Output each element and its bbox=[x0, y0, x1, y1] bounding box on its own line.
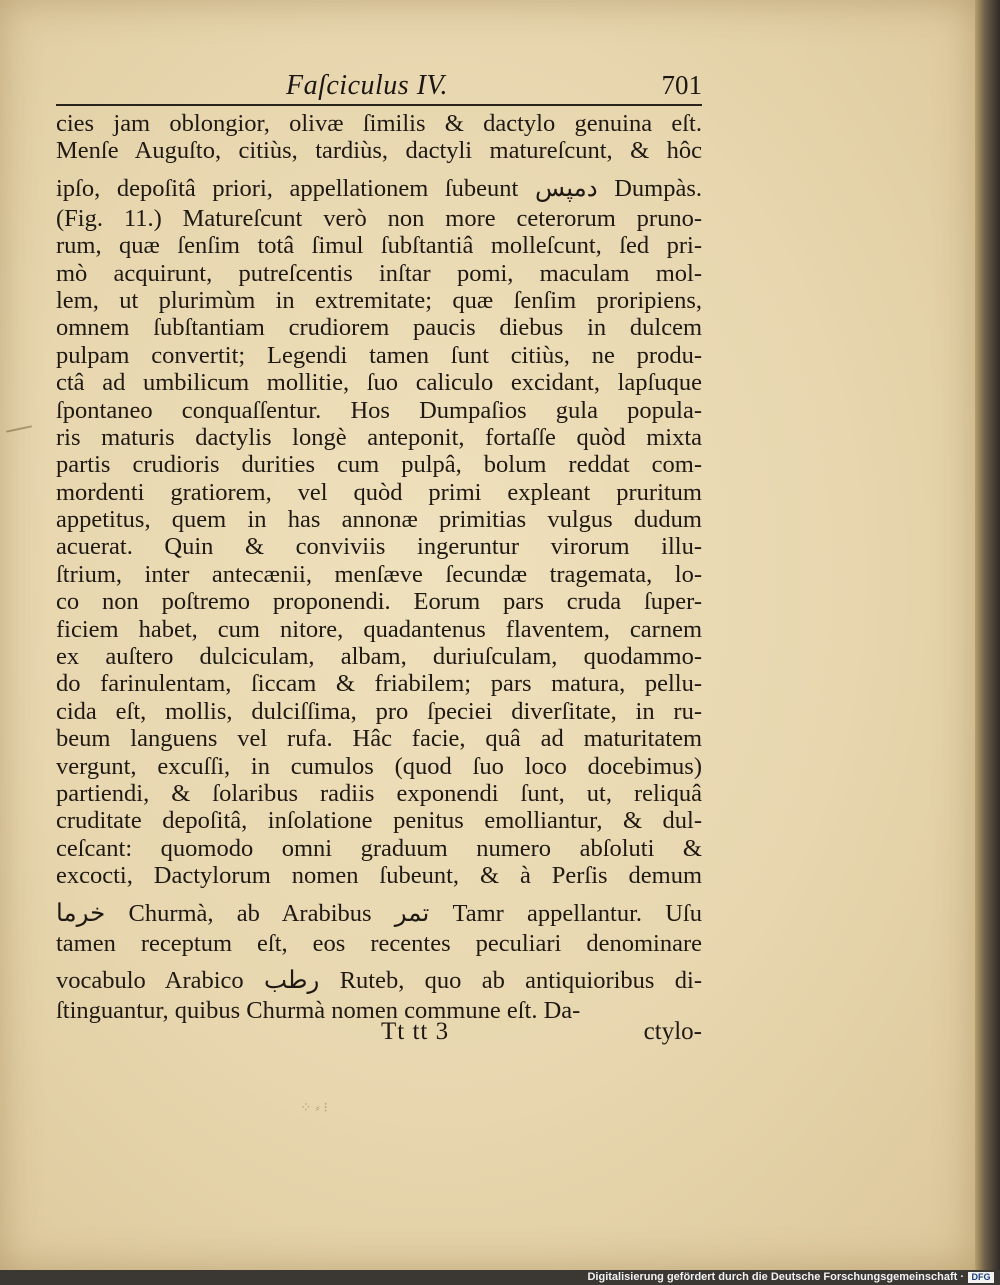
text-line-15: appetitus, quem in has annonæ primitias vulgus dudum bbox=[56, 506, 702, 534]
page-number: 701 bbox=[661, 70, 702, 100]
page-footer bbox=[56, 1018, 702, 1048]
text-line-1: cies jam oblongior, olivæ ſimilis & dactylo genuina eſt. bbox=[56, 110, 702, 137]
text-line-30: tamen receptum eſt, eos recentes peculiari denominare bbox=[56, 929, 702, 957]
signature-mark: Tt tt 3 bbox=[381, 1018, 450, 1045]
page-header bbox=[56, 70, 702, 102]
body-text bbox=[56, 110, 702, 1024]
text-line-13: partis crudioris durities cum pulpâ, bolum reddat com- bbox=[56, 451, 702, 479]
text-line-16: acuerat. Quin & conviviis ingeruntur virorum illu- bbox=[56, 533, 702, 561]
text-line-28: excocti, Dactylorum nomen ſubeunt, & à Perſis demum bbox=[56, 862, 702, 890]
text-line-27: ceſcant: quomodo omni graduum numero abſoluti & bbox=[56, 834, 702, 862]
text-line-31: vocabulo Arabico رطب Ruteb, quo ab antiquioribus di- bbox=[56, 966, 702, 994]
text-line-32: ſtinguantur, quibus Churmà nomen commune eſt. Da- bbox=[56, 996, 581, 1024]
text-line-25: partiendi, & ſolaribus radiis exponendi ſunt, ut, reliquâ bbox=[56, 779, 702, 807]
text-line-5: rum, quæ ſenſim totâ ſimul ſubſtantiâ molleſcunt, ſed pri- bbox=[56, 232, 702, 260]
text-line-18: co non poſtremo proponendi. Eorum pars cruda ſuper- bbox=[56, 588, 702, 616]
catchword: ctylo- bbox=[643, 1018, 702, 1045]
text-line-11: ſpontaneo conquaſſentur. Hos Dumpaſios gula popula- bbox=[56, 396, 702, 424]
text-line-8: omnem ſubſtantiam crudiorem paucis diebus in dulcem bbox=[56, 314, 702, 342]
text-line-6: mò acquirunt, putreſcentis inſtar pomi, maculam mol- bbox=[56, 259, 702, 287]
text-line-3: ipſo, depoſitâ priori, appellationem ſubeunt دمپس Dumpàs. bbox=[56, 174, 702, 202]
text-line-20: ex auſtero dulciculam, albam, duriuſculam, quodammo- bbox=[56, 643, 702, 671]
text-line-2: Menſe Auguſto, citiùs, tardiùs, dactyli matureſcunt, & hôc bbox=[56, 137, 702, 165]
text-line-17: ſtrium, inter antecænii, menſæve ſecundæ tragemata, lo- bbox=[56, 560, 702, 588]
paper-stain: ⁘ ⸗ ⁝ bbox=[300, 1101, 328, 1116]
text-line-10: ctâ ad umbilicum mollitie, ſuo caliculo excidant, lapſuque bbox=[56, 369, 702, 397]
text-line-7: lem, ut plurimùm in extremitate; quæ ſenſim proripiens, bbox=[56, 286, 702, 314]
text-line-12: ris maturis dactylis longè anteponit, fortaſſe quòd mixta bbox=[56, 423, 702, 451]
text-line-21: do farinulentam, ſiccam & friabilem; pars matura, pellu- bbox=[56, 670, 702, 698]
text-line-26: cruditate depoſitâ, inſolatione penitus emolliantur, & dul- bbox=[56, 807, 702, 835]
text-line-19: ficiem habet, cum nitore, quadantenus flaventem, carnem bbox=[56, 615, 702, 643]
page-gutter-edge bbox=[975, 0, 1000, 1270]
text-line-23: beum languens vel rufa. Hâc facie, quâ ad maturitatem bbox=[56, 725, 702, 753]
digitization-credit: Digitalisierung gefördert durch die Deutsche Forschungsgemeinschaft · bbox=[587, 1271, 964, 1283]
text-line-22: cida eſt, mollis, dulciſſima, pro ſpeciei diverſitate, in ru- bbox=[56, 697, 702, 725]
text-line-29: خرما Churmà, ab Arabibus تمر Tamr appellantur. Uſu bbox=[56, 899, 702, 927]
text-line-14: mordenti gratiorem, vel quòd primi expleant pruritum bbox=[56, 478, 702, 506]
header-rule bbox=[56, 104, 702, 106]
text-line-4: (Fig. 11.) Matureſcunt verò non more ceterorum pruno- bbox=[56, 204, 702, 232]
text-line-24: vergunt, excuſſi, in cumulos (quod ſuo loco docebimus) bbox=[56, 752, 702, 780]
running-head: Faſciculus IV. bbox=[286, 70, 449, 101]
dfg-logo-icon: DFG bbox=[968, 1272, 994, 1283]
text-line-9: pulpam convertit; Legendi tamen ſunt citiùs, ne produ- bbox=[56, 341, 702, 369]
